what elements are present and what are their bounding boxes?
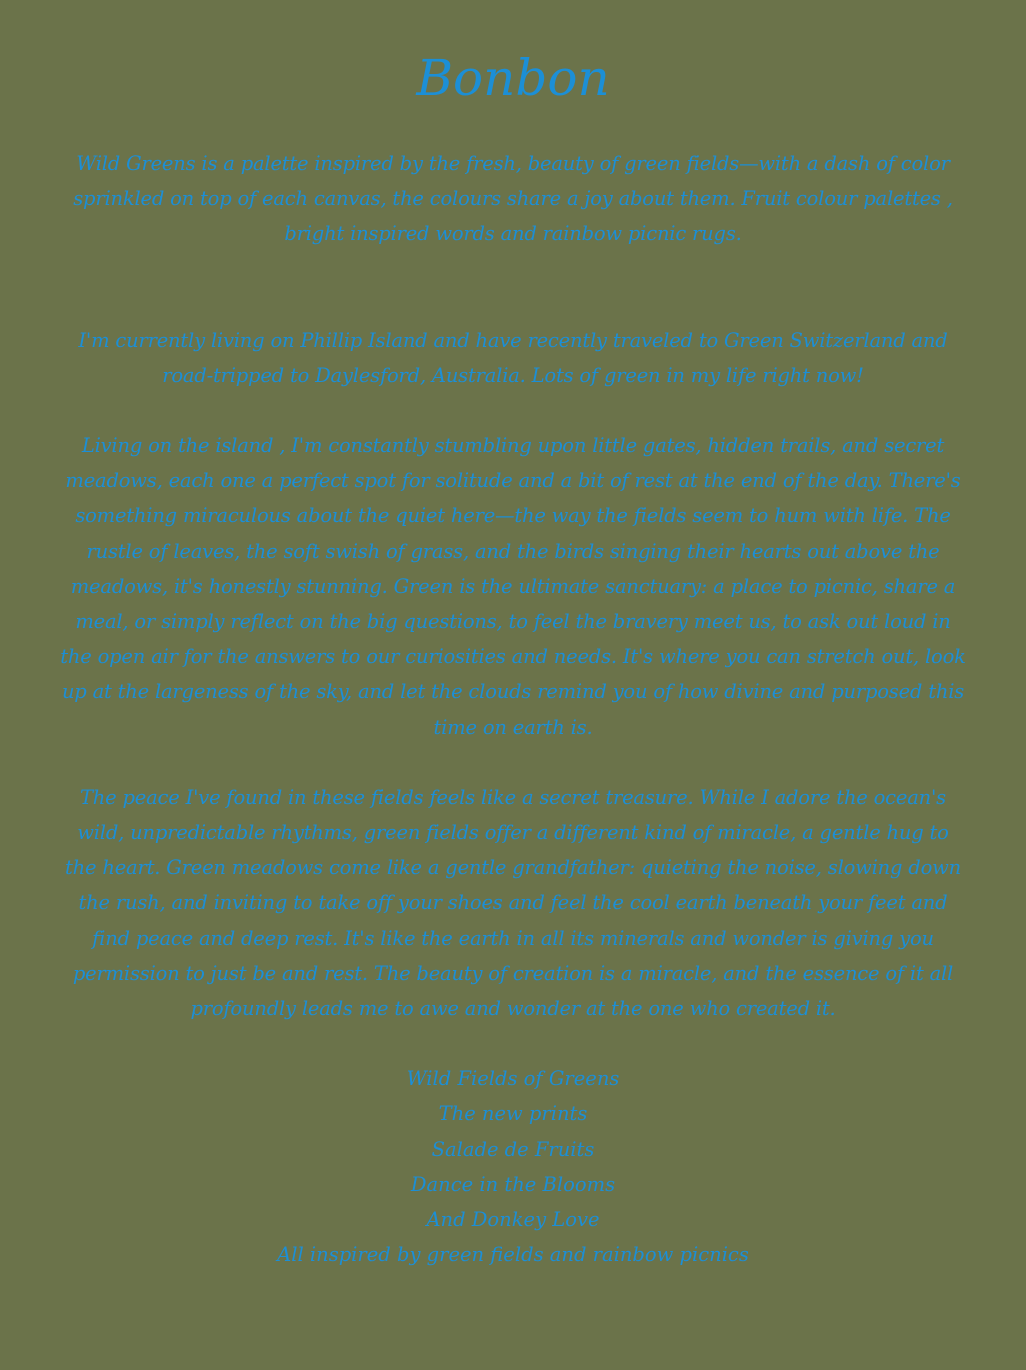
list-item: Wild Fields of Greens [406, 1067, 620, 1091]
collection-list [60, 1061, 966, 1272]
intro-paragraph: Wild Greens is a palette inspired by the fresh, beauty of green fields—with a dash of color sprinkled on top of each canvas, the colours share a joy about them. Fruit colour palettes , bright inspired words and rainbow picnic rugs. [73, 152, 953, 246]
peace-paragraph: The peace I've found in these fields feels like a secret treasure. While I adore the ocean's wild, unpredictable rhythms, green fields offer a different kind of miracle, a gentle hug to the heart. Green meadows come like a gentle grandfather: quieting the noise, slowing down the rush, and inviting to take off your shoes and feel the cool earth beneath your feet and find peace and deep rest. It's like the earth in all its minerals and wonder is giving you permission to just be and rest. The beauty of creation is a miracle, and the essence of it all profoundly leads me to awe and wonder at the one who created it. [65, 785, 961, 1021]
list-item: Salade de Fruits [431, 1137, 595, 1161]
list-item: The new prints [438, 1102, 588, 1126]
location-paragraph: I'm currently living on Phillip Island and have recently traveled to Green Switzerland and road-tripped to Daylesford, Australia. Lots of green in my life right now! [78, 328, 948, 387]
list-item: Dance in the Blooms [410, 1172, 616, 1196]
list-item: All inspired by green fields and rainbow picnics [277, 1243, 749, 1267]
page-title: Bonbon [416, 49, 610, 107]
island-paragraph: Living on the island , I'm constantly stumbling upon little gates, hidden trails, and secret meadows, each one a perfect spot for solitude and a bit of rest at the end of the day. There's something miraculous about the quiet here—the way the fields seem to hum with life. The rustle of leaves, the soft swish of grass, and the birds singing their hearts out above the meadows, it's honestly stunning. Green is the ultimate sanctuary: a place to picnic, share a meal, or simply reflect on the big questions, to feel the bravery meet us, to ask out loud in the open air for the answers to our curiosities and needs. It's where you can stretch out, look up at the largeness of the sky, and let the clouds remind you of how divine and purposed this time on earth is. [60, 434, 966, 739]
list-item: And Donkey Love [426, 1208, 600, 1232]
